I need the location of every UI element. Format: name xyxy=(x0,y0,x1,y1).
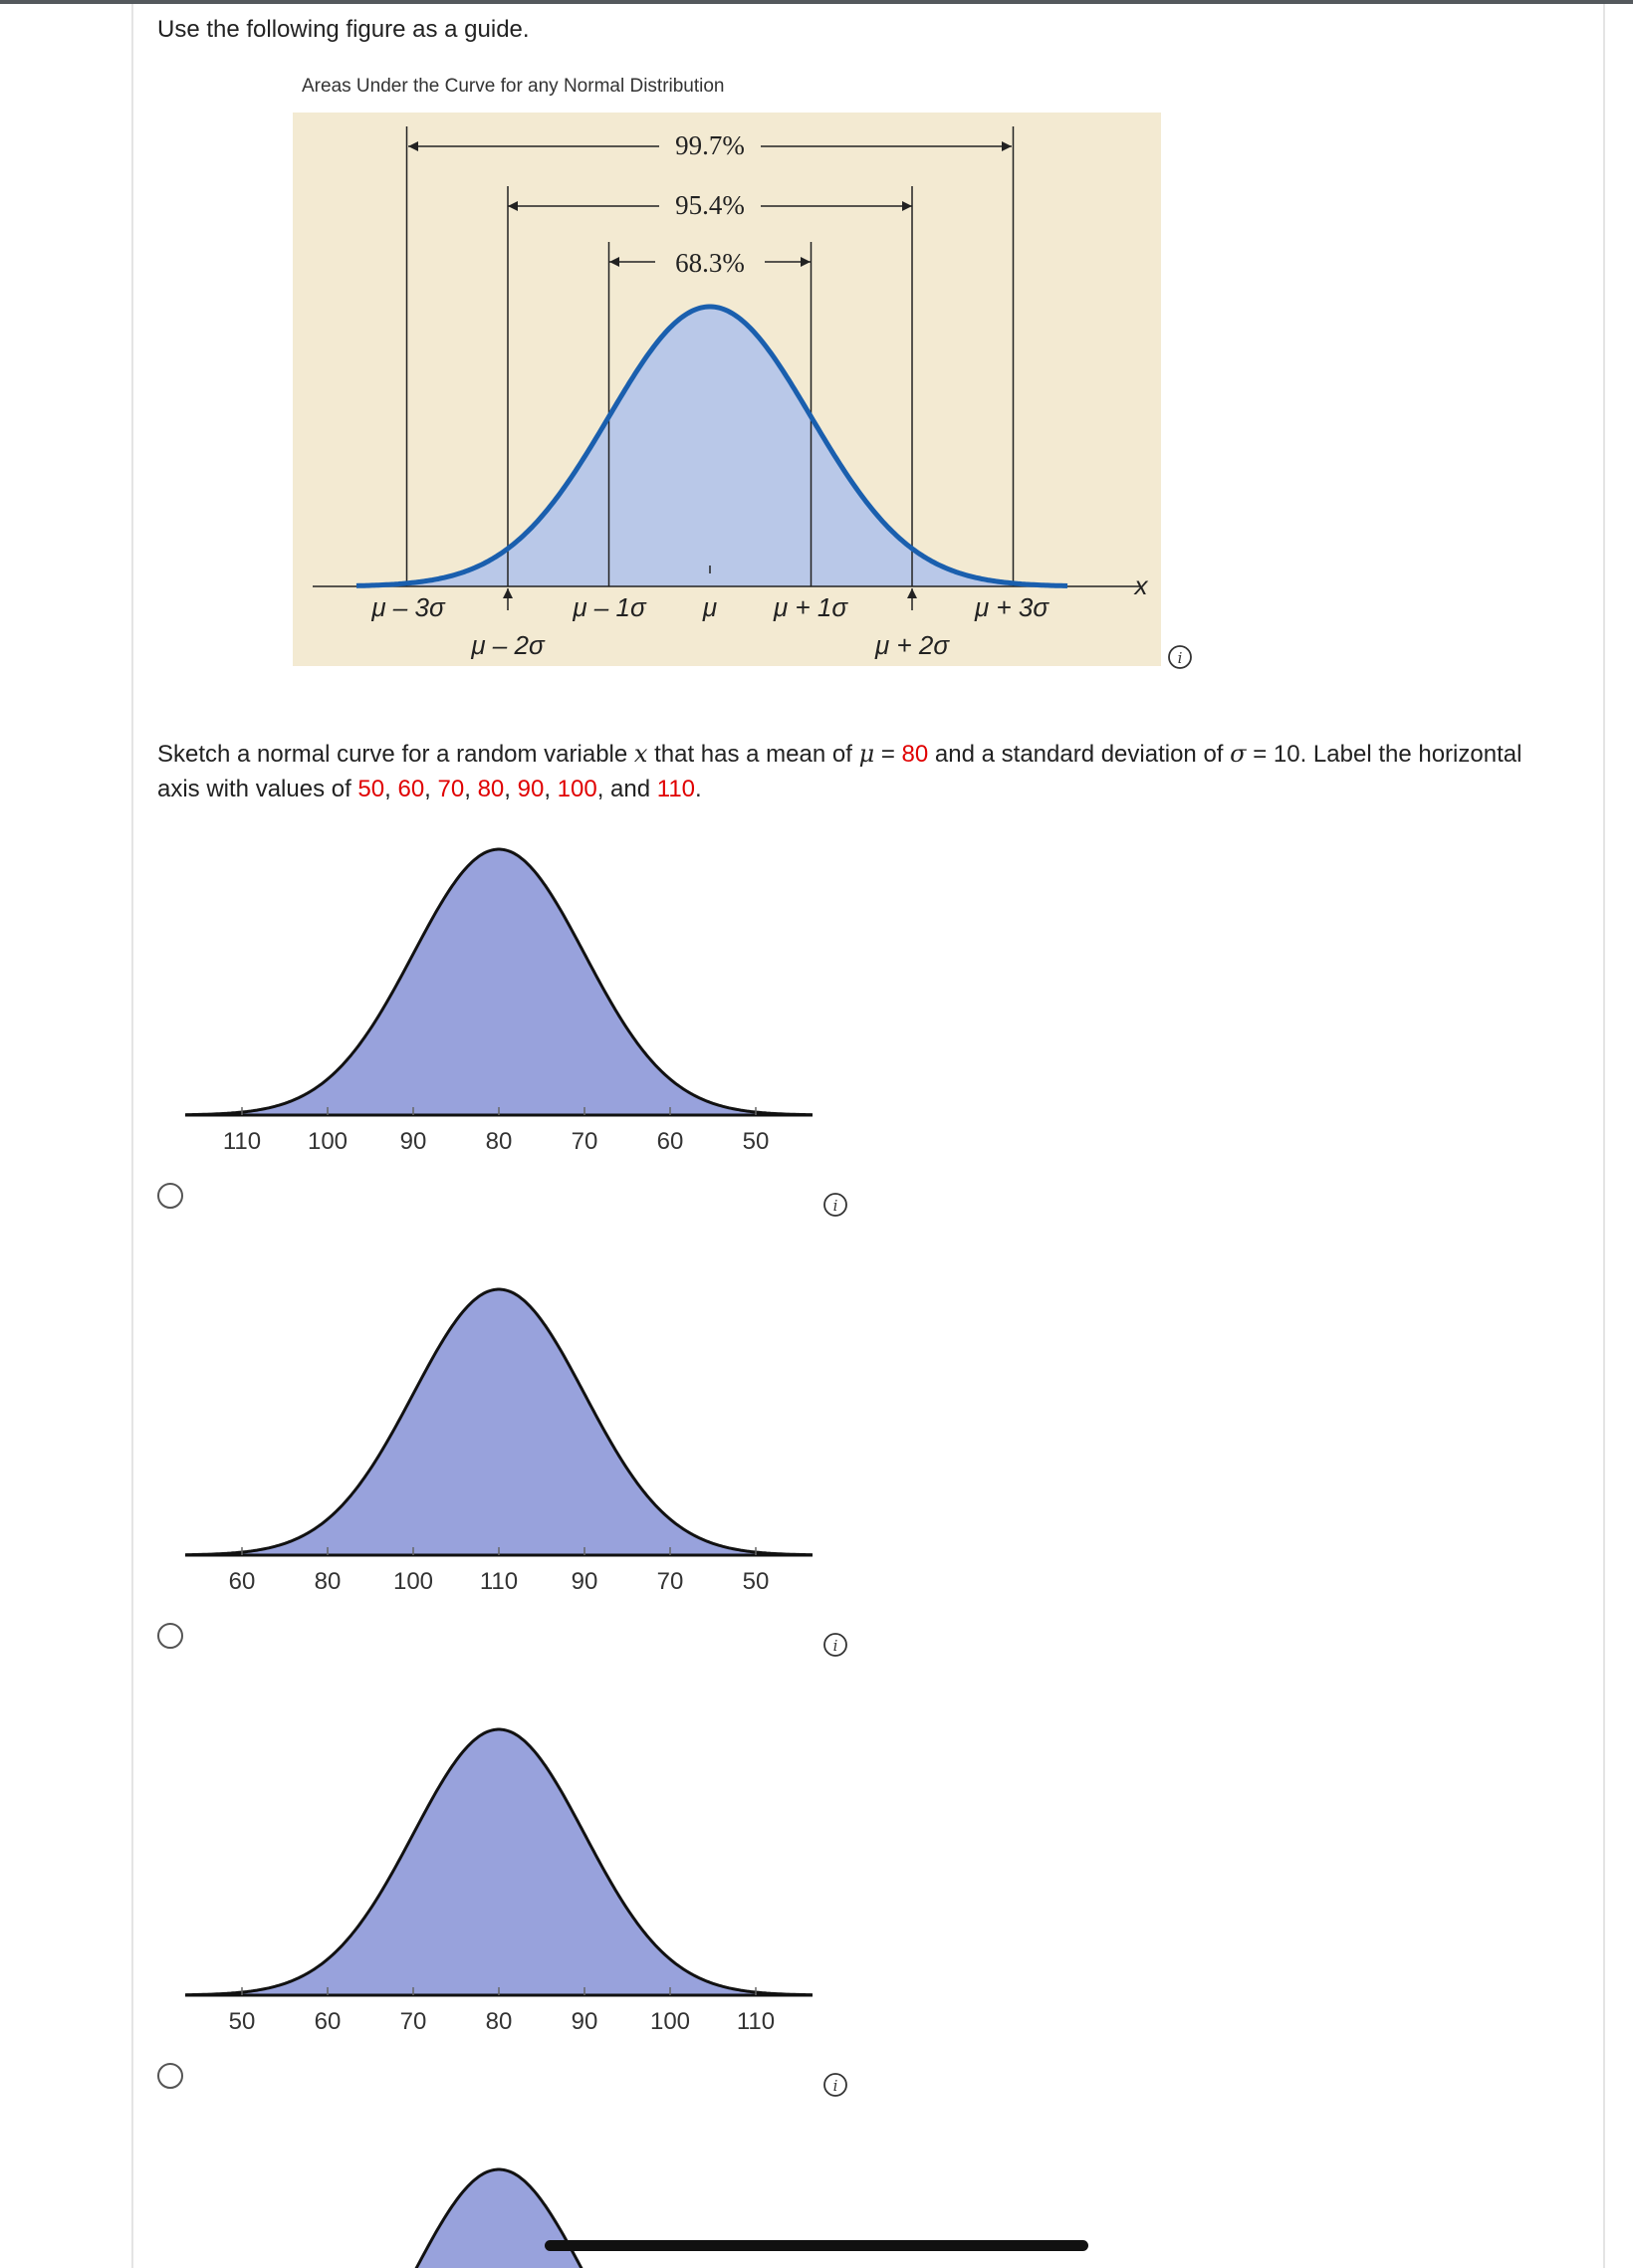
tick-label: 60 xyxy=(228,1568,256,1595)
svg-text:i: i xyxy=(832,2077,838,2095)
svg-text:i: i xyxy=(832,1197,838,1215)
label-99-7: 99.7% xyxy=(675,130,745,160)
tick-label: 70 xyxy=(571,1128,598,1155)
label-mu-minus-2sigma: μ – 2σ xyxy=(471,630,545,660)
tick-label: 50 xyxy=(742,1568,770,1595)
tick-label: 110 xyxy=(222,1128,262,1155)
tick-label: 60 xyxy=(314,2008,342,2035)
content-border-left xyxy=(131,4,133,2268)
info-icon[interactable] xyxy=(1167,644,1193,670)
option-1-radio[interactable] xyxy=(157,1183,183,1209)
tick-label: 90 xyxy=(571,2008,598,2035)
label-mu-plus-3sigma: μ + 3σ xyxy=(974,592,1050,622)
intro-text: Use the following figure as a guide. xyxy=(157,16,530,43)
label-95-4: 95.4% xyxy=(675,190,745,220)
tick-label: 100 xyxy=(307,1128,349,1155)
label-mu-minus-1sigma: μ – 1σ xyxy=(573,592,646,622)
option-2-plot xyxy=(179,1276,816,1605)
mean-value: 80 xyxy=(901,741,929,768)
top-bar xyxy=(0,0,1633,4)
option-2-radio[interactable] xyxy=(157,1623,183,1649)
guide-figure-title: Areas Under the Curve for any Normal Distribution xyxy=(302,76,725,97)
option-curve-fill xyxy=(185,849,813,1115)
tick-label: 80 xyxy=(314,1568,342,1595)
label-mu-minus-3sigma: μ – 3σ xyxy=(371,592,445,622)
home-indicator xyxy=(545,2240,1088,2251)
tick-label: 70 xyxy=(399,2008,427,2035)
tick-label: 110 xyxy=(736,2008,776,2035)
tick-label: 90 xyxy=(399,1128,427,1155)
label-mu: μ xyxy=(702,592,718,622)
tick-label: 80 xyxy=(485,1128,513,1155)
tick-label: 50 xyxy=(742,1128,770,1155)
tick-label: 50 xyxy=(228,2008,256,2035)
tick-label: 100 xyxy=(392,1568,434,1595)
tick-label: 110 xyxy=(479,1568,519,1595)
guide-figure xyxy=(293,113,1161,666)
tick-label: 80 xyxy=(485,2008,513,2035)
svg-text:i: i xyxy=(832,1637,838,1655)
tick-label: 60 xyxy=(656,1128,684,1155)
option-1-plot xyxy=(179,836,816,1165)
option-3-radio[interactable] xyxy=(157,2063,183,2089)
label-68-3: 68.3% xyxy=(675,248,745,278)
label-mu-plus-2sigma: μ + 2σ xyxy=(874,630,950,660)
option-4-plot xyxy=(179,2156,816,2268)
tick-label: 90 xyxy=(571,1568,598,1595)
tick-label: 100 xyxy=(649,2008,691,2035)
option-curve-fill xyxy=(185,1729,813,1995)
info-icon[interactable] xyxy=(822,2072,848,2098)
option-3-plot xyxy=(179,1716,816,2045)
info-icon[interactable] xyxy=(822,1632,848,1658)
option-curve-fill xyxy=(185,2169,813,2268)
svg-text:i: i xyxy=(1177,649,1183,667)
tick-label: 70 xyxy=(656,1568,684,1595)
info-icon[interactable] xyxy=(822,1192,848,1218)
label-mu-plus-1sigma: μ + 1σ xyxy=(773,592,848,622)
content-border-right xyxy=(1603,4,1605,2268)
question-text: Sketch a normal curve for a random variable x that has a mean of μ = 80 and a standard deviation of σ = 10. Label the horizontal axis with values of 50, 60, 70, 80, 90, 100, and 110. xyxy=(157,740,1522,802)
option-curve-fill xyxy=(185,1289,813,1555)
label-x-variable: x xyxy=(1134,570,1148,600)
